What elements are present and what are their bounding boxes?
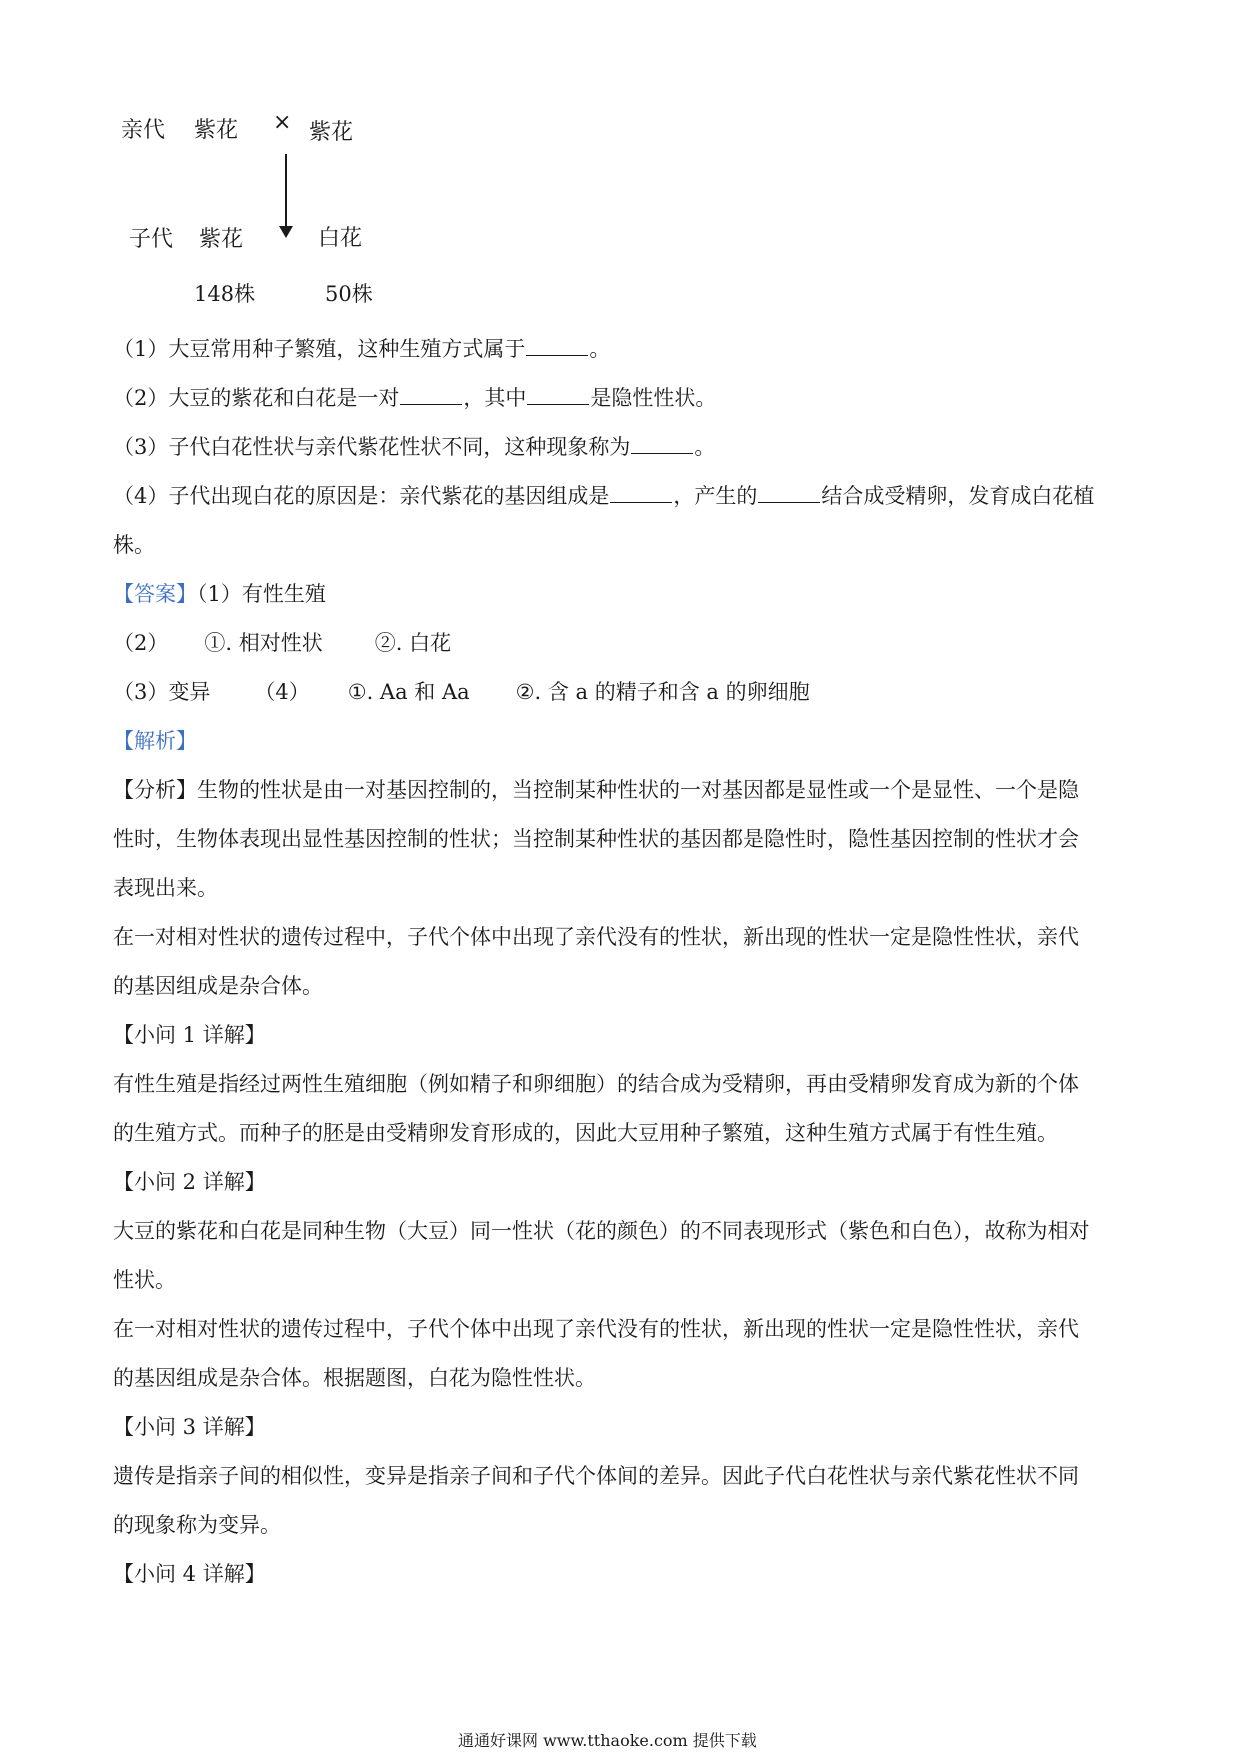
question-1-text: （1）大豆常用种子繁殖，这种生殖方式属于 <box>113 337 526 361</box>
answer-label: 【答案】 <box>113 582 197 606</box>
question-1 <box>113 325 610 374</box>
answer-blank <box>631 435 693 454</box>
cross-symbol: × <box>273 110 292 135</box>
question-4-cont: 结合成受精卵，发育成白花植 <box>821 484 1095 508</box>
subquestion-3-heading: 【小问 3 详解】 <box>113 1415 266 1439</box>
analysis-line: 遗传是指亲子间的相似性，变异是指亲子间和子代个体间的差异。因此子代白花性状与亲代紫花性状不同 <box>113 1464 1079 1488</box>
fenxi-text: 生物的性状是由一对基因控制的，当控制某种性状的一对基因都是显性或一个是显性、一个是隐 <box>197 778 1079 802</box>
analysis-line: 在一对相对性状的遗传过程中，子代个体中出现了亲代没有的性状，新出现的性状一定是隐性性状，亲代 <box>113 1317 1079 1341</box>
question-4-text: （4）子代出现白花的原因是：亲代紫花的基因组成是 <box>113 484 610 508</box>
subquestion-2-heading: 【小问 2 详解】 <box>113 1170 266 1194</box>
answer-blank <box>400 386 462 405</box>
answer-1: （1）有性生殖 <box>197 582 326 606</box>
answer-2-b: ②. 白花 <box>374 631 452 655</box>
answer-4-b: ②. 含 a 的精子和含 a 的卵细胞 <box>515 680 810 704</box>
analysis-line <box>113 766 1079 815</box>
child-label: 子代 <box>129 227 174 252</box>
child-left-phenotype: 紫花 <box>199 227 244 252</box>
analysis-line: 性状。 <box>113 1268 176 1292</box>
question-2 <box>113 374 716 423</box>
analysis-line: 有性生殖是指经过两性生殖细胞（例如精子和卵细胞）的结合成为受精卵，再由受精卵发育成为新的个体 <box>113 1072 1079 1096</box>
answer-4-a: ①. Aa 和 Aa <box>347 680 470 704</box>
subquestion-1-heading: 【小问 1 详解】 <box>113 1023 266 1047</box>
question-2-end: 是隐性性状。 <box>590 386 717 410</box>
subquestion-4-heading: 【小问 4 详解】 <box>113 1562 266 1586</box>
analysis-line: 大豆的紫花和白花是同种生物（大豆）同一性状（花的颜色）的不同表现形式（紫色和白色），故称为相对 <box>113 1219 1090 1243</box>
answer-blank <box>610 484 672 503</box>
answer-line-1 <box>113 570 326 619</box>
analysis-line: 的基因组成是杂合体。 <box>113 974 323 998</box>
answer-blank <box>758 484 820 503</box>
analysis-line: 的基因组成是杂合体。根据题图，白花为隐性性状。 <box>113 1366 596 1390</box>
answer-blank <box>527 386 589 405</box>
count-left: 148株 <box>194 282 256 306</box>
answer-blank <box>526 337 588 356</box>
question-4-tail: 株。 <box>113 533 155 557</box>
analysis-label: 【解析】 <box>113 729 197 753</box>
analysis-line: 在一对相对性状的遗传过程中，子代个体中出现了亲代没有的性状，新出现的性状一定是隐性性状，亲代 <box>113 925 1079 949</box>
question-1-end: 。 <box>589 337 611 361</box>
answer-line-2 <box>113 619 451 668</box>
count-right: 50株 <box>325 282 373 306</box>
analysis-line: 的生殖方式。而种子的胚是由受精卵发育形成的，因此大豆用种子繁殖，这种生殖方式属于有性生殖。 <box>113 1121 1058 1145</box>
answer-2-a: ①. 相对性状 <box>204 631 323 655</box>
parent-left-phenotype: 紫花 <box>194 118 239 143</box>
question-3-text: （3）子代白花性状与亲代紫花性状不同，这种现象称为 <box>113 435 631 459</box>
answer-3: （3）变异 <box>113 680 211 704</box>
analysis-line: 表现出来。 <box>113 876 218 900</box>
answer-2-num: （2） <box>113 631 169 655</box>
child-right-phenotype: 白花 <box>318 226 363 251</box>
fenxi-label: 【分析】 <box>113 778 197 802</box>
analysis-line: 性时，生物体表现出显性基因控制的性状；当控制某种性状的基因都是隐性时，隐性基因控制的性状才会 <box>113 827 1079 851</box>
answer-line-3 <box>113 668 810 717</box>
analysis-line: 的现象称为变异。 <box>113 1513 281 1537</box>
question-3-end: 。 <box>694 435 716 459</box>
parent-label: 亲代 <box>121 118 166 143</box>
question-4-mid: ，产生的 <box>673 484 758 508</box>
arrow-down-icon <box>279 226 293 238</box>
parent-right-phenotype: 紫花 <box>309 120 354 145</box>
question-2-text: （2）大豆的紫花和白花是一对 <box>113 386 400 410</box>
question-4 <box>113 472 1094 521</box>
answer-4-num: （4） <box>254 680 310 704</box>
question-3 <box>113 423 715 472</box>
question-2-mid: ，其中 <box>463 386 527 410</box>
arrow-line <box>285 154 287 226</box>
page-footer: 通通好课网 www.tthaoke.com 提供下载 <box>458 1731 757 1750</box>
